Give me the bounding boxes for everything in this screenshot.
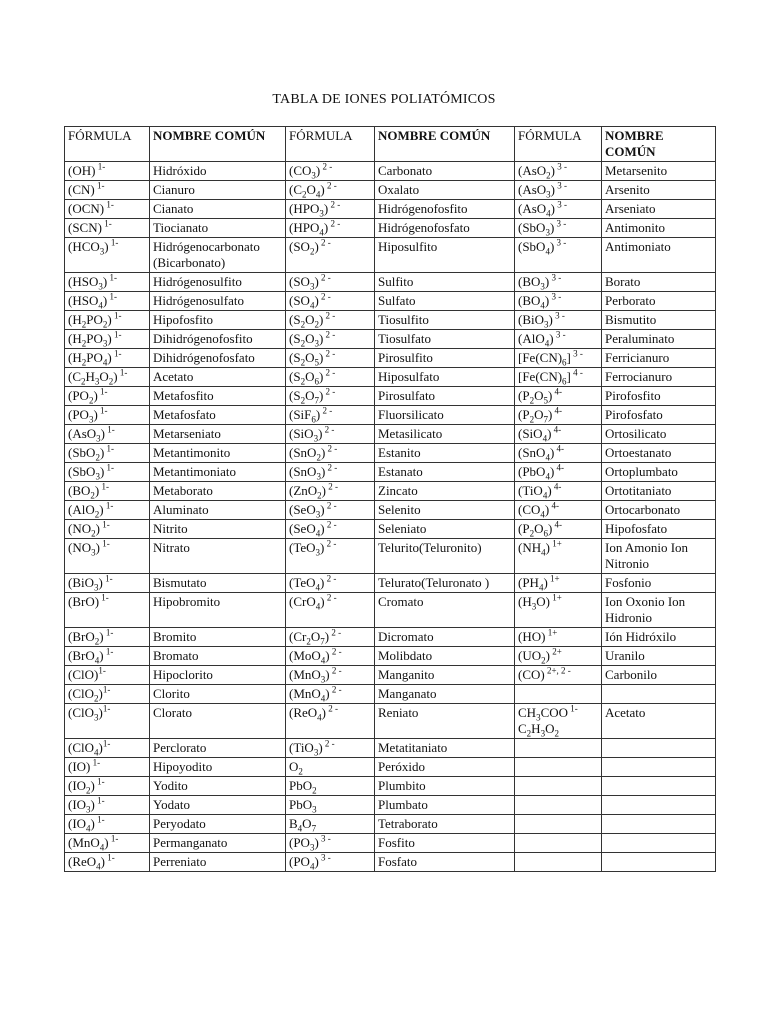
nombre-cell-1: Tiocianato — [150, 219, 286, 238]
table-row — [65, 520, 716, 539]
formula-cell-2: $(S_2O_5)$ $^{2 -}$ — [286, 349, 375, 368]
nombre-cell-2: Plumbato — [375, 796, 515, 815]
nombre-cell-3 — [602, 796, 716, 815]
nombre-cell-2: Metasilicato — [375, 425, 515, 444]
formula-cell-3: (SbO$_4$) $^{3 -}$ — [515, 238, 602, 273]
formula-cell-1: (BrO$_2$) $^{1-}$ — [65, 628, 150, 647]
formula-cell-1: $(C_2H_3O_2)$ $^{1-}$ — [65, 368, 150, 387]
formula-cell-2: $(Cr_2O_7)$ $^{2 -}$ — [286, 628, 375, 647]
formula-cell-3: (SiO$_4$) $^{4-}$ — [515, 425, 602, 444]
formula-cell-2: (MnO$_4$) $^{2 -}$ — [286, 685, 375, 704]
formula-cell-1: (CN) $^{1-}$ — [65, 181, 150, 200]
formula-cell-3: $(UO_2)$ $^{2+}$ — [515, 647, 602, 666]
table-row — [65, 796, 716, 815]
nombre-cell-3 — [602, 758, 716, 777]
nombre-cell-1: Permanganato — [150, 834, 286, 853]
formula-cell-2: (SeO$_4$) $^{2 -}$ — [286, 520, 375, 539]
nombre-cell-2: Metatitaniato — [375, 739, 515, 758]
nombre-cell-2: Pirosulfato — [375, 387, 515, 406]
formula-cell-3: (SnO$_4$) $^{4-}$ — [515, 444, 602, 463]
nombre-cell-1: Clorato — [150, 704, 286, 739]
table-row — [65, 162, 716, 181]
formula-cell-3: (HO) $^{1+}$ — [515, 628, 602, 647]
table-row — [65, 593, 716, 628]
formula-cell-3 — [515, 758, 602, 777]
header-nombre-3: NOMBRE COMÚN — [602, 127, 716, 162]
nombre-cell-1: Hidrógenosulfito — [150, 273, 286, 292]
formula-cell-1: $(H_2PO_4)$ $^{1-}$ — [65, 349, 150, 368]
header-nombre-1: NOMBRE COMÚN — [150, 127, 286, 162]
nombre-cell-1: Bismutato — [150, 574, 286, 593]
formula-cell-1: $(ClO_4)^{1-}$ — [65, 739, 150, 758]
formula-cell-3 — [515, 815, 602, 834]
table-row — [65, 739, 716, 758]
formula-cell-2: (MnO$_3$) $^{2 -}$ — [286, 666, 375, 685]
formula-cell-1: (BiO$_3$) $^{1-}$ — [65, 574, 150, 593]
formula-cell-2: $(S_2O_6)$ $^{2 -}$ — [286, 368, 375, 387]
nombre-cell-2: Manganato — [375, 685, 515, 704]
formula-cell-1: $(ClO_2)^{1-}$ — [65, 685, 150, 704]
formula-cell-3: $(P_2O_5)$ $^{4-}$ — [515, 387, 602, 406]
table-row — [65, 501, 716, 520]
nombre-cell-1: Hipoyodito — [150, 758, 286, 777]
nombre-cell-2: Estanito — [375, 444, 515, 463]
formula-cell-1: $(HCO_3)$ $^{1-}$ — [65, 238, 150, 273]
formula-cell-2: (TiO$_3$) $^{2 -}$ — [286, 739, 375, 758]
nombre-cell-3: Antimonito — [602, 219, 716, 238]
formula-cell-3: $(P_2O_7)$ $^{4-}$ — [515, 406, 602, 425]
nombre-cell-1: Clorito — [150, 685, 286, 704]
nombre-cell-2: Reniato — [375, 704, 515, 739]
nombre-cell-2: Sulfito — [375, 273, 515, 292]
nombre-cell-2: Manganito — [375, 666, 515, 685]
table-row — [65, 647, 716, 666]
formula-cell-2: $(PO_3)$ $^{3 -}$ — [286, 834, 375, 853]
formula-cell-3: $(NH_4)$ $^{1+}$ — [515, 539, 602, 574]
nombre-cell-1: Metantimoniato — [150, 463, 286, 482]
formula-cell-2: (TeO$_3$) $^{2 -}$ — [286, 539, 375, 574]
formula-cell-3: (PbO$_4$) $^{4-}$ — [515, 463, 602, 482]
formula-cell-1: (OCN) $^{1-}$ — [65, 200, 150, 219]
nombre-cell-1: Hidróxido — [150, 162, 286, 181]
nombre-cell-2: Telurito(Teluronito) — [375, 539, 515, 574]
formula-cell-2: (SnO$_2$) $^{2 -}$ — [286, 444, 375, 463]
nombre-cell-2: Cromato — [375, 593, 515, 628]
table-row — [65, 482, 716, 501]
formula-cell-1: $(ClO_3)^{1-}$ — [65, 704, 150, 739]
ions-table — [64, 126, 716, 872]
nombre-cell-1: Hipoclorito — [150, 666, 286, 685]
nombre-cell-2: Plumbito — [375, 777, 515, 796]
nombre-cell-1: Yodato — [150, 796, 286, 815]
nombre-cell-2: Fluorsilicato — [375, 406, 515, 425]
formula-cell-1: $(HSO_3)$ $^{1-}$ — [65, 273, 150, 292]
table-row — [65, 758, 716, 777]
formula-cell-3: $[Fe(CN)_6]$ $^{4 -}$ — [515, 368, 602, 387]
formula-cell-2: (TeO$_4$) $^{2 -}$ — [286, 574, 375, 593]
nombre-cell-3: Perborato — [602, 292, 716, 311]
nombre-cell-2: Pirosulfito — [375, 349, 515, 368]
table-row — [65, 834, 716, 853]
nombre-cell-3: Ortotitaniato — [602, 482, 716, 501]
formula-cell-3: $(CO_4)$ $^{4-}$ — [515, 501, 602, 520]
nombre-cell-3: Peraluminato — [602, 330, 716, 349]
formula-cell-1: (SCN) $^{1-}$ — [65, 219, 150, 238]
nombre-cell-2: Sulfato — [375, 292, 515, 311]
formula-cell-2: $(SO_4)$ $^{2 -}$ — [286, 292, 375, 311]
nombre-cell-3 — [602, 834, 716, 853]
formula-cell-3: (SbO$_3$) $^{3 -}$ — [515, 219, 602, 238]
nombre-cell-2: Dicromato — [375, 628, 515, 647]
nombre-cell-1: Nitrito — [150, 520, 286, 539]
formula-cell-3: $[Fe(CN)_6]$ $^{3 -}$ — [515, 349, 602, 368]
formula-cell-1: (SbO$_2$) $^{1-}$ — [65, 444, 150, 463]
table-row — [65, 704, 716, 739]
nombre-cell-3 — [602, 853, 716, 872]
formula-cell-3: $(BO_4)$ $^{3 -}$ — [515, 292, 602, 311]
nombre-cell-2: Fosfito — [375, 834, 515, 853]
formula-cell-2: $(HPO_4)$ $^{2 -}$ — [286, 219, 375, 238]
nombre-cell-1: Hidrógenocarbonato (Bicarbonato) — [150, 238, 286, 273]
nombre-cell-2: Seleniato — [375, 520, 515, 539]
formula-cell-2: (SiF$_6$) $^{2 -}$ — [286, 406, 375, 425]
nombre-cell-3: Ferrocianuro — [602, 368, 716, 387]
nombre-cell-1: Metafosfito — [150, 387, 286, 406]
table-row — [65, 406, 716, 425]
table-row — [65, 425, 716, 444]
nombre-cell-2: Hiposulfito — [375, 238, 515, 273]
table-row — [65, 200, 716, 219]
formula-cell-2: PbO$_2$ — [286, 777, 375, 796]
header-formula-3: FÓRMULA — [515, 127, 602, 162]
formula-cell-2: (ReO$_4$) $^{2 -}$ — [286, 704, 375, 739]
formula-cell-2: (SeO$_3$) $^{2 -}$ — [286, 501, 375, 520]
table-row — [65, 292, 716, 311]
formula-cell-3: $(H_3O)$ $^{1+}$ — [515, 593, 602, 628]
nombre-cell-3 — [602, 815, 716, 834]
formula-cell-2: $(PO_4)$ $^{3 -}$ — [286, 853, 375, 872]
nombre-cell-3: Borato — [602, 273, 716, 292]
nombre-cell-2: Selenito — [375, 501, 515, 520]
nombre-cell-3: Metarsenito — [602, 162, 716, 181]
formula-cell-2: (MoO$_4$) $^{2 -}$ — [286, 647, 375, 666]
header-formula-1: FÓRMULA — [65, 127, 150, 162]
formula-cell-1: $(PO_2)$ $^{1-}$ — [65, 387, 150, 406]
table-row — [65, 777, 716, 796]
table-row — [65, 444, 716, 463]
header-nombre-2: NOMBRE COMÚN — [375, 127, 515, 162]
formula-cell-1: (AlO$_2$) $^{1-}$ — [65, 501, 150, 520]
nombre-cell-1: Nitrato — [150, 539, 286, 574]
formula-cell-1: (OH) $^{1-}$ — [65, 162, 150, 181]
nombre-cell-3: Uranilo — [602, 647, 716, 666]
formula-cell-3: (AsO$_4$) $^{3 -}$ — [515, 200, 602, 219]
formula-cell-3 — [515, 777, 602, 796]
nombre-cell-3: Hipofosfato — [602, 520, 716, 539]
formula-cell-1: (IO) $^{1-}$ — [65, 758, 150, 777]
nombre-cell-3: Ortosilicato — [602, 425, 716, 444]
formula-cell-2: $(CO_3)$ $^{2 -}$ — [286, 162, 375, 181]
formula-cell-2: (SnO$_3$) $^{2 -}$ — [286, 463, 375, 482]
nombre-cell-1: Cianato — [150, 200, 286, 219]
formula-cell-3: $(PH_4)$ $^{1+}$ — [515, 574, 602, 593]
header-formula-2: FÓRMULA — [286, 127, 375, 162]
formula-cell-2: (ZnO$_2$) $^{2 -}$ — [286, 482, 375, 501]
formula-cell-2: (SiO$_3$) $^{2 -}$ — [286, 425, 375, 444]
nombre-cell-1: Hidrógenosulfato — [150, 292, 286, 311]
table-row — [65, 685, 716, 704]
formula-cell-3: $(BO_3)$ $^{3 -}$ — [515, 273, 602, 292]
table-row — [65, 574, 716, 593]
formula-cell-3: (AlO$_4$) $^{3 -}$ — [515, 330, 602, 349]
nombre-cell-1: Metafosfato — [150, 406, 286, 425]
nombre-cell-1: Perclorato — [150, 739, 286, 758]
formula-cell-1: $(BO_2)$ $^{1-}$ — [65, 482, 150, 501]
nombre-cell-2: Peróxido — [375, 758, 515, 777]
nombre-cell-2: Tiosulfato — [375, 330, 515, 349]
nombre-cell-1: Metarseniato — [150, 425, 286, 444]
table-row — [65, 273, 716, 292]
nombre-cell-1: Cianuro — [150, 181, 286, 200]
formula-cell-3: (CO) $^{2+, 2 -}$ — [515, 666, 602, 685]
table-row — [65, 349, 716, 368]
nombre-cell-3: Arsenito — [602, 181, 716, 200]
nombre-cell-3: Ión Hidróxilo — [602, 628, 716, 647]
nombre-cell-1: Hipofosfito — [150, 311, 286, 330]
formula-cell-2: $O_2$ — [286, 758, 375, 777]
nombre-cell-3: Acetato — [602, 704, 716, 739]
nombre-cell-3: Antimoniato — [602, 238, 716, 273]
formula-cell-3: (AsO$_2$) $^{3 -}$ — [515, 162, 602, 181]
nombre-cell-1: Aluminato — [150, 501, 286, 520]
table-row — [65, 238, 716, 273]
formula-cell-3 — [515, 853, 602, 872]
nombre-cell-2: Zincato — [375, 482, 515, 501]
formula-cell-1: $(H_2PO_3)$ $^{1-}$ — [65, 330, 150, 349]
formula-cell-1: $(PO_3)$ $^{1-}$ — [65, 406, 150, 425]
nombre-cell-1: Acetato — [150, 368, 286, 387]
ions-table-body — [65, 162, 716, 872]
nombre-cell-3: Fosfonio — [602, 574, 716, 593]
nombre-cell-2: Hiposulfato — [375, 368, 515, 387]
nombre-cell-1: Dihidrógenofosfato — [150, 349, 286, 368]
formula-cell-1: (AsO$_3$) $^{1-}$ — [65, 425, 150, 444]
formula-cell-1: $(NO_2)$ $^{1-}$ — [65, 520, 150, 539]
nombre-cell-2: Oxalato — [375, 181, 515, 200]
nombre-cell-3: Ion Oxonio Ion Hidronio — [602, 593, 716, 628]
nombre-cell-2: Fosfato — [375, 853, 515, 872]
table-row — [65, 219, 716, 238]
nombre-cell-3: Ortocarbonato — [602, 501, 716, 520]
formula-cell-1: $(H_2PO_2)$ $^{1-}$ — [65, 311, 150, 330]
table-row — [65, 368, 716, 387]
nombre-cell-1: Metaborato — [150, 482, 286, 501]
nombre-cell-3: Bismutito — [602, 311, 716, 330]
nombre-cell-1: Dihidrógenofosfito — [150, 330, 286, 349]
formula-cell-1: $(NO_3)$ $^{1-}$ — [65, 539, 150, 574]
page-title: TABLA DE IONES POLIATÓMICOS — [272, 92, 496, 107]
formula-cell-1: $(IO_2)$ $^{1-}$ — [65, 777, 150, 796]
table-row — [65, 853, 716, 872]
nombre-cell-2: Estanato — [375, 463, 515, 482]
formula-cell-1: $(IO_4)$ $^{1-}$ — [65, 815, 150, 834]
nombre-cell-1: Yodito — [150, 777, 286, 796]
table-row — [65, 387, 716, 406]
formula-cell-3 — [515, 796, 602, 815]
table-row — [65, 539, 716, 574]
formula-cell-2: PbO$_3$ — [286, 796, 375, 815]
nombre-cell-2: Hidrógenofosfito — [375, 200, 515, 219]
formula-cell-2: $(S_2O_3)$ $^{2 -}$ — [286, 330, 375, 349]
formula-cell-3: $CH_3COO$ $^{1-}$ $C_2H_3O_2$ — [515, 704, 602, 739]
formula-cell-2: $(S_2O_2)$ $^{2 -}$ — [286, 311, 375, 330]
formula-cell-1: (BrO$_4$) $^{1-}$ — [65, 647, 150, 666]
table-row — [65, 181, 716, 200]
nombre-cell-2: Hidrógenofosfato — [375, 219, 515, 238]
formula-cell-3: (TiO$_4$) $^{4-}$ — [515, 482, 602, 501]
formula-cell-2: $(HPO_3)$ $^{2 -}$ — [286, 200, 375, 219]
nombre-cell-2: Molibdato — [375, 647, 515, 666]
nombre-cell-3: Arseniato — [602, 200, 716, 219]
formula-cell-2: $(C_2O_4)$ $^{2 -}$ — [286, 181, 375, 200]
nombre-cell-3: Pirofosfato — [602, 406, 716, 425]
table-row — [65, 463, 716, 482]
nombre-cell-3: Pirofosfito — [602, 387, 716, 406]
formula-cell-3 — [515, 834, 602, 853]
formula-cell-3 — [515, 739, 602, 758]
formula-cell-2: $(SO_3)$ $^{2 -}$ — [286, 273, 375, 292]
formula-cell-3: $(P_2O_6)$ $^{4-}$ — [515, 520, 602, 539]
nombre-cell-3: Ortoestanato — [602, 444, 716, 463]
table-row — [65, 628, 716, 647]
nombre-cell-3: Carbonilo — [602, 666, 716, 685]
nombre-cell-2: Tiosulfito — [375, 311, 515, 330]
table-header-row — [65, 127, 716, 162]
formula-cell-3: (AsO$_3$) $^{3 -}$ — [515, 181, 602, 200]
formula-cell-1: (BrO) $^{1-}$ — [65, 593, 150, 628]
formula-cell-3: (BiO$_3$) $^{3 -}$ — [515, 311, 602, 330]
table-row — [65, 666, 716, 685]
formula-cell-1: $(HSO_4)$ $^{1-}$ — [65, 292, 150, 311]
nombre-cell-1: Perreniato — [150, 853, 286, 872]
nombre-cell-3 — [602, 739, 716, 758]
nombre-cell-3 — [602, 685, 716, 704]
formula-cell-1: (ReO$_4$) $^{1-}$ — [65, 853, 150, 872]
table-row — [65, 815, 716, 834]
formula-cell-1: (SbO$_3$) $^{1-}$ — [65, 463, 150, 482]
nombre-cell-1: Metantimonito — [150, 444, 286, 463]
nombre-cell-1: Bromito — [150, 628, 286, 647]
nombre-cell-3: Ortoplumbato — [602, 463, 716, 482]
formula-cell-3 — [515, 685, 602, 704]
nombre-cell-1: Bromato — [150, 647, 286, 666]
nombre-cell-2: Telurato(Teluronato ) — [375, 574, 515, 593]
formula-cell-1: (ClO)$^{1-}$ — [65, 666, 150, 685]
table-row — [65, 311, 716, 330]
formula-cell-1: (MnO$_4$) $^{1-}$ — [65, 834, 150, 853]
nombre-cell-2: Carbonato — [375, 162, 515, 181]
formula-cell-2: $B_4O_7$ — [286, 815, 375, 834]
formula-cell-2: $(SO_2)$ $^{2 -}$ — [286, 238, 375, 273]
nombre-cell-1: Peryodato — [150, 815, 286, 834]
nombre-cell-3: Ferricianuro — [602, 349, 716, 368]
formula-cell-2: $(S_2O_7)$ $^{2 -}$ — [286, 387, 375, 406]
formula-cell-1: $(IO_3)$ $^{1-}$ — [65, 796, 150, 815]
table-row — [65, 330, 716, 349]
nombre-cell-1: Hipobromito — [150, 593, 286, 628]
formula-cell-2: (CrO$_4$) $^{2 -}$ — [286, 593, 375, 628]
nombre-cell-2: Tetraborato — [375, 815, 515, 834]
nombre-cell-3: Ion Amonio Ion Nitronio — [602, 539, 716, 574]
nombre-cell-3 — [602, 777, 716, 796]
